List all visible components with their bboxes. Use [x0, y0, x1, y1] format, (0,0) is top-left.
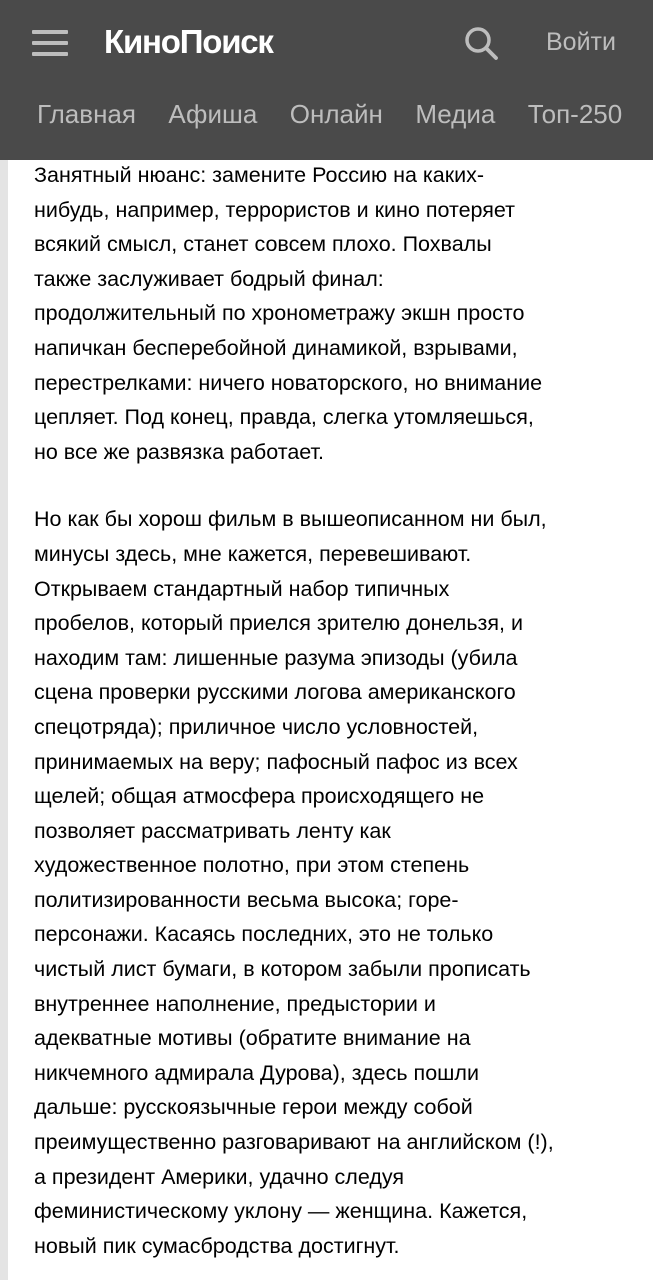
search-icon[interactable]: [462, 24, 502, 64]
top-bar: [0, 0, 653, 84]
site-header: [0, 0, 653, 160]
review-paragraph: Но как бы хорош фильм в вышеописанном ни был, минусы здесь, мне кажется, перевешивают. Открываем стандартный набор типичных пробелов, который приелся зрителю донельзя, и находим там: лишенные разума эпизоды (убила сцена проверки русскими логова американского спецотряда); приличное число условностей, принимаемых на веру; пафосный пафос из всех щелей; общая атмосфера происходящего не позволяет рассматривать ленту как художественное полотно, при этом степень политизированности весьма высока; горе- персонажи. Касаясь последних, это не только чистый лист бумаги, в котором забыли прописать внутреннее наполнение, предыстории и адекватные мотивы (обратите внимание на никчемного адмирала Дурова), здесь пошли дальше: русскоязычные герои между собой преимущественно разговаривают на английском (!), а президент Америки, удачно следуя феминистическому уклону — женщина. Кажется, новый пик сумасбродства достигнут.: [34, 507, 554, 1258]
nav-item-media[interactable]: Медиа: [415, 99, 496, 129]
paragraph-gap: [34, 469, 624, 502]
review-paragraph: Занятный нюанс: замените Россию на каких- нибудь, например, террористов и кино потеряет всякий смысл, станет совсем плохо. Похвалы также заслуживает бодрый финал: продолжительный по хронометражу экшн просто напичкан бесперебойной динамикой, взрывами, перестрелками: ничего новаторского, но внимание цепляет. Под конец, правда, слегка утомляешься, но все же развязка работает.: [34, 163, 543, 464]
review-left-border: [0, 160, 8, 1280]
login-button[interactable]: Войти: [546, 28, 616, 56]
nav-item-home[interactable]: Главная: [37, 99, 136, 129]
nav-item-afisha[interactable]: Афиша: [168, 99, 258, 129]
main-nav: [37, 94, 650, 134]
hamburger-menu-icon[interactable]: [32, 28, 70, 56]
nav-item-online[interactable]: Онлайн: [289, 99, 383, 129]
review-body: [34, 158, 624, 1263]
site-logo[interactable]: КиноПоиск: [104, 23, 273, 60]
nav-item-top250[interactable]: Топ-250: [527, 99, 623, 129]
